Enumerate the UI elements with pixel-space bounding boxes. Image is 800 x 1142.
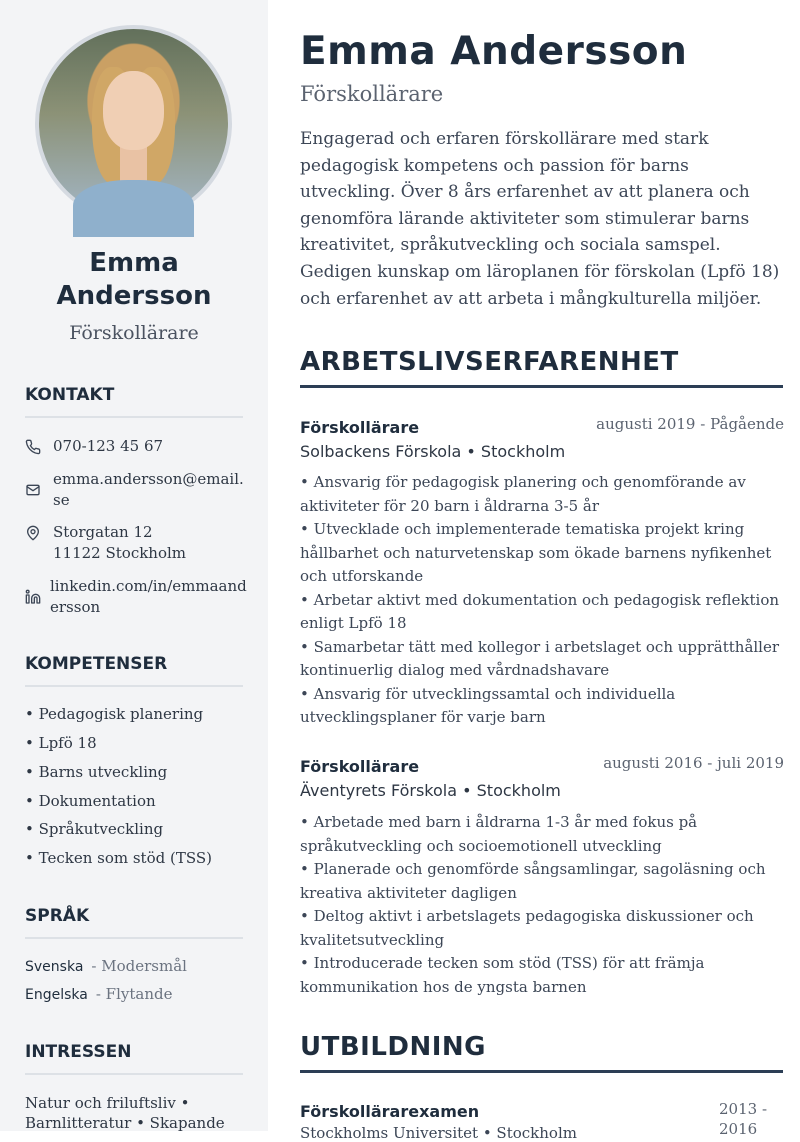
skills-heading: KOMPETENSER [25, 654, 243, 687]
contact-heading: KONTAKT [25, 385, 243, 418]
skill-item: • Pedagogisk planering [25, 705, 204, 723]
interests-heading: INTRESSEN [25, 1042, 243, 1075]
job-role: Förskollärare [300, 82, 444, 106]
list-item: • Arbetade med barn i åldrarna 1-3 år med fokus på språkutveckling och socioemotionell utveckling [300, 813, 698, 855]
list-item: • Ansvarig för utvecklingssamtal och individuella utvecklingsplaner för varje barn [300, 684, 676, 726]
list-item: • Deltog aktivt i arbetslagets pedagogiska diskussioner och kvalitetsutveckling [300, 907, 754, 949]
map-pin-icon [25, 525, 41, 541]
summary-text: Engagerad och erfaren förskollärare med stark pedagogisk kompetens och passion för barns utveckling. Över 8 års erfarenhet av att planera och genomföra lärande aktiviteter som stimulerar barns kreativitet, språkutveckling och sociala samspel. Gedigen kunskap om läroplanen för förskolan (Lpfö 18) och erfarenhet av att arbeta i mångkulturella miljöer. [300, 129, 780, 309]
linkedin-text [50, 576, 250, 618]
linkedin-icon [25, 589, 41, 605]
sidebar-role: Förskollärare [69, 322, 199, 344]
interests-line-2: Barnlitteratur • Skapande [25, 1114, 225, 1132]
list-item: • Planerade och genomförde sångsamlingar, sagoläsning och kreativa aktiviteter dagligen [300, 860, 766, 902]
skill-item: • Språkutveckling [25, 820, 164, 838]
skill-item: • Barns utveckling [25, 763, 168, 781]
job-date: augusti 2019 - Pågående [596, 415, 784, 433]
email-line-1: emma.andersson@email. [53, 470, 244, 488]
language-level: - Flytande [95, 985, 173, 1003]
language-level: - Modersmål [91, 957, 187, 975]
education-date [719, 1099, 779, 1139]
list-item: • Utvecklade och implementerade tematiska projekt kring hållbarhet och naturvetenskap som ökade barnens nyfikenhet och utforskande [300, 520, 772, 585]
education-heading: UTBILDNING [300, 1032, 783, 1073]
email-text [53, 469, 253, 511]
page-title: Emma Andersson [300, 29, 688, 74]
language-item [25, 957, 187, 975]
address-line-2: 11122 Stockholm [53, 544, 187, 562]
language-name: Engelska [25, 987, 88, 1003]
skill-item: • Tecken som stöd (TSS) [25, 849, 212, 867]
language-name: Svenska [25, 959, 84, 975]
experience-heading: ARBETSLIVSERFARENHET [300, 347, 783, 388]
job-title: Förskollärare [300, 757, 420, 776]
email-line-2: se [53, 491, 70, 509]
job-date: augusti 2016 - juli 2019 [603, 754, 784, 772]
sidebar-name-first: Emma [89, 248, 179, 278]
list-item: • Samarbetar tätt med kollegor i arbetslaget och upprätthåller kontinuerlig dialog med vårdnadshavare [300, 637, 780, 679]
skill-item: • Lpfö 18 [25, 734, 97, 752]
list-item: • Introducerade tecken som stöd (TSS) för att främja kommunikation hos de yngsta barnen [300, 954, 705, 996]
phone-text: 070-123 45 67 [53, 437, 164, 455]
education-date-line-1: 2013 - [719, 1100, 768, 1118]
address-text [53, 522, 253, 564]
job-bullets [300, 811, 784, 999]
mail-icon [25, 482, 41, 498]
education-date-line-2: 2016 [719, 1120, 758, 1138]
job-organization: Äventyrets Förskola • Stockholm [300, 781, 561, 800]
list-item: • Ansvarig för pedagogisk planering och genomförande av aktiviteter för 20 barn i åldrarna 3-5 år [300, 473, 746, 515]
linkedin-line-2: ersson [50, 598, 101, 616]
list-item: • Arbetar aktivt med dokumentation och pedagogisk reflektion enligt Lpfö 18 [300, 590, 780, 632]
job-organization: Solbackens Förskola • Stockholm [300, 442, 566, 461]
skill-item: • Dokumentation [25, 792, 156, 810]
linkedin-line-1: linkedin.com/in/emmaand [50, 577, 247, 595]
interests-line-1: Natur och friluftsliv • [25, 1094, 190, 1112]
address-line-1: Storgatan 12 [53, 523, 153, 541]
job-title: Förskollärare [300, 418, 420, 437]
sidebar-name-last: Andersson [56, 281, 212, 311]
language-item [25, 985, 172, 1003]
languages-heading: SPRÅK [25, 906, 243, 939]
job-bullets [300, 471, 784, 730]
interests-text [25, 1093, 245, 1133]
phone-icon [25, 439, 41, 455]
education-school: Stockholms Universitet • Stockholm [300, 1124, 577, 1142]
sidebar [0, 0, 268, 1131]
sidebar-name [0, 247, 268, 313]
degree-title: Förskollärarexamen [300, 1102, 480, 1121]
profile-photo [35, 25, 232, 222]
